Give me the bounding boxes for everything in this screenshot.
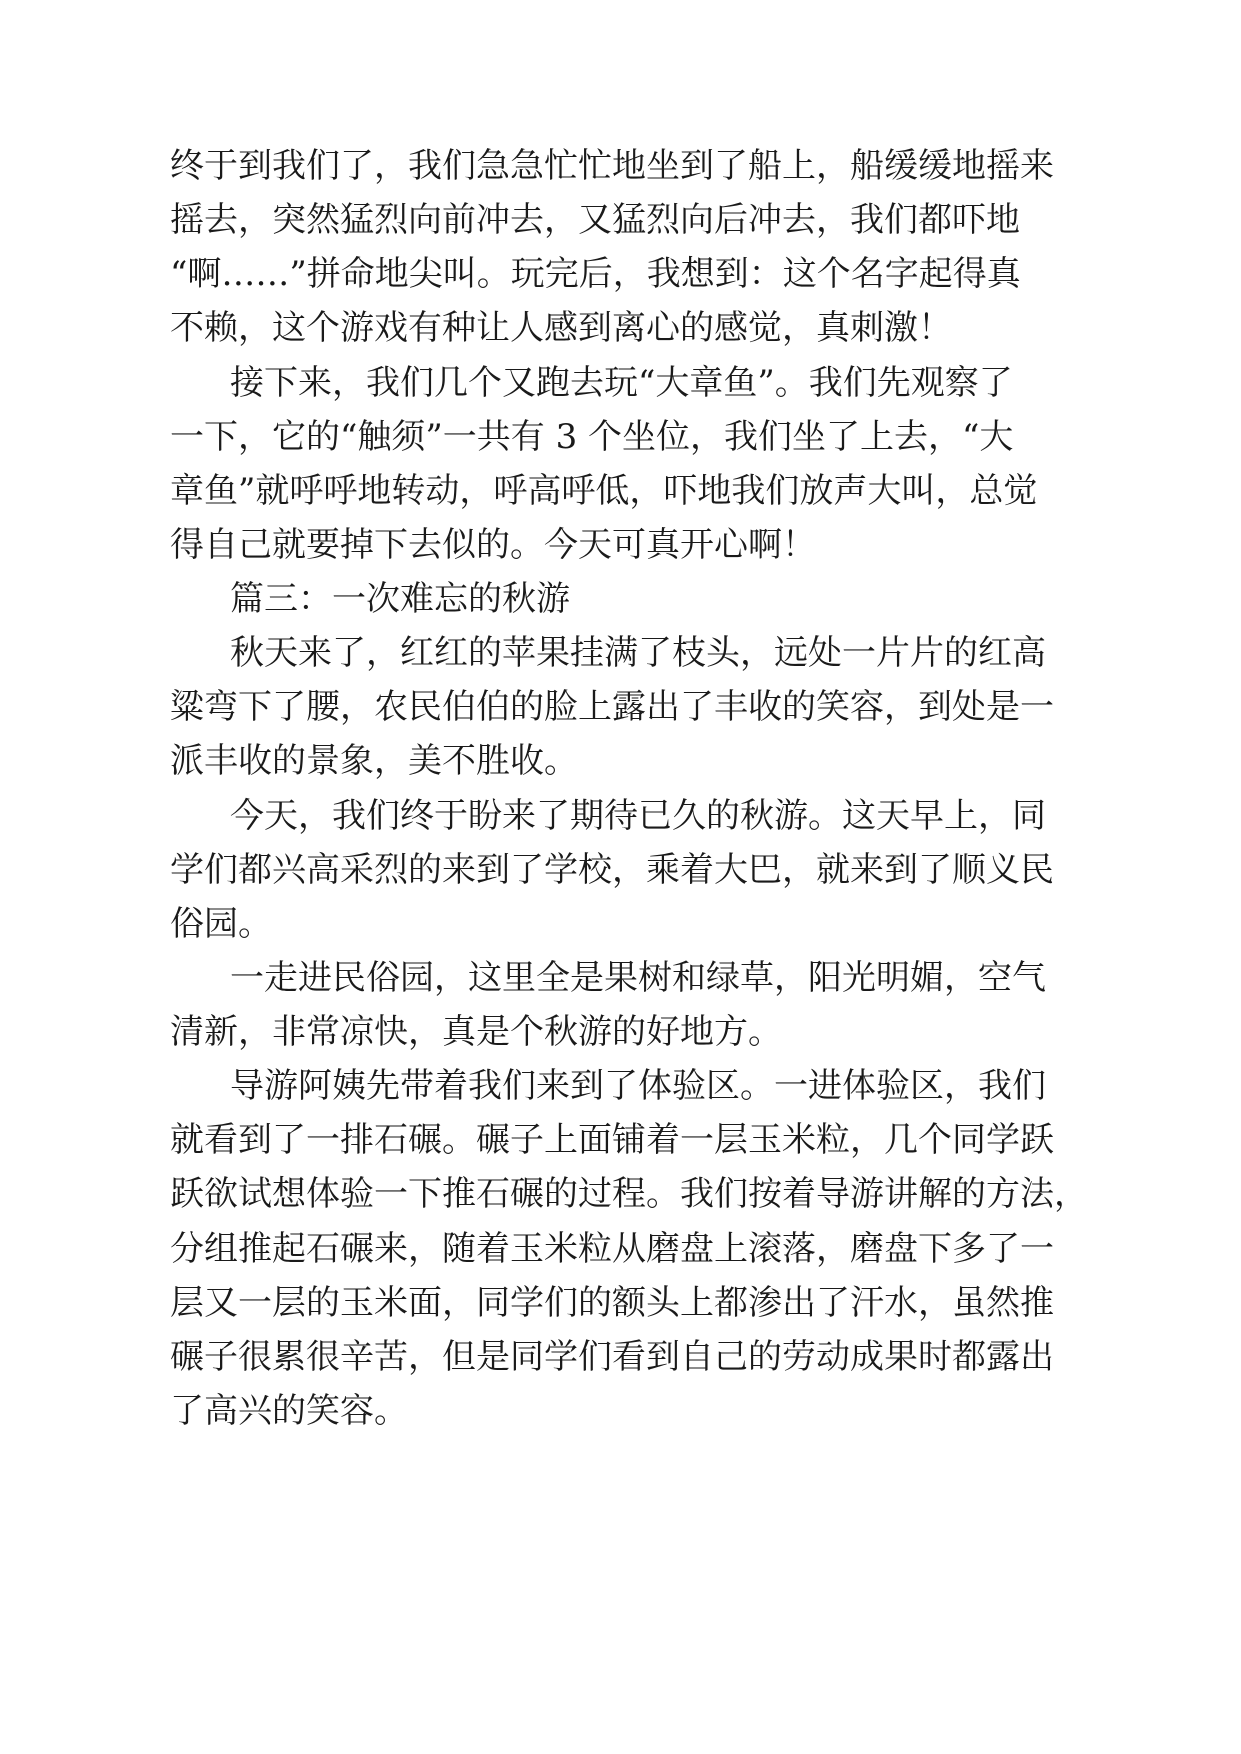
- text-line: 分组推起石碾来，随着玉米粒从磨盘上滚落，磨盘下多了一: [170, 1229, 1054, 1269]
- text-line: 碾子很累很辛苦，但是同学们看到自己的劳动成果时都露出: [170, 1337, 1054, 1377]
- text-line: 摇去，突然猛烈向前冲去，又猛烈向后冲去，我们都吓地: [170, 200, 1020, 240]
- text-line: 导游阿姨先带着我们来到了体验区。一进体验区，我们: [230, 1066, 1046, 1106]
- text-line: 派丰收的景象，美不胜收。: [170, 741, 578, 781]
- text-line: 今天，我们终于盼来了期待已久的秋游。这天早上，同: [230, 796, 1046, 836]
- section-heading: 篇三：一次难忘的秋游: [230, 579, 570, 619]
- text-line: 清新，非常凉快，真是个秋游的好地方。: [170, 1012, 782, 1052]
- text-line: 层又一层的玉米面，同学们的额头上都渗出了汗水，虽然推: [170, 1283, 1054, 1323]
- text-line: 粱弯下了腰，农民伯伯的脸上露出了丰收的笑容，到处是一: [170, 687, 1054, 727]
- text-line: 不赖，这个游戏有种让人感到离心的感觉，真刺激！: [170, 308, 952, 348]
- text-line: 一走进民俗园，这里全是果树和绿草，阳光明媚，空气: [230, 958, 1046, 998]
- text-line: “啊……”拼命地尖叫。玩完后，我想到：这个名字起得真: [170, 254, 1021, 294]
- text-line: 接下来，我们几个又跑去玩“大章鱼”。我们先观察了: [230, 363, 1013, 403]
- text-line: 学们都兴高采烈的来到了学校，乘着大巴，就来到了顺义民: [170, 850, 1054, 890]
- text-line: 终于到我们了，我们急急忙忙地坐到了船上，船缓缓地摇来: [170, 146, 1054, 186]
- text-line: 一下，它的“触须”一共有 3 个坐位，我们坐了上去，“大: [170, 417, 1014, 457]
- text-line: 得自己就要掉下去似的。今天可真开心啊！: [170, 525, 816, 565]
- text-line: 就看到了一排石碾。碾子上面铺着一层玉米粒，几个同学跃: [170, 1120, 1054, 1160]
- text-line: 了高兴的笑容。: [170, 1391, 408, 1431]
- text-line: 秋天来了，红红的苹果挂满了枝头，远处一片片的红高: [230, 633, 1046, 673]
- text-line: 俗园。: [170, 904, 272, 944]
- text-line: 跃欲试想体验一下推石碾的过程。我们按着导游讲解的方法，: [170, 1174, 1088, 1214]
- text-line: 章鱼”就呼呼地转动，呼高呼低，吓地我们放声大叫，总觉: [170, 471, 1038, 511]
